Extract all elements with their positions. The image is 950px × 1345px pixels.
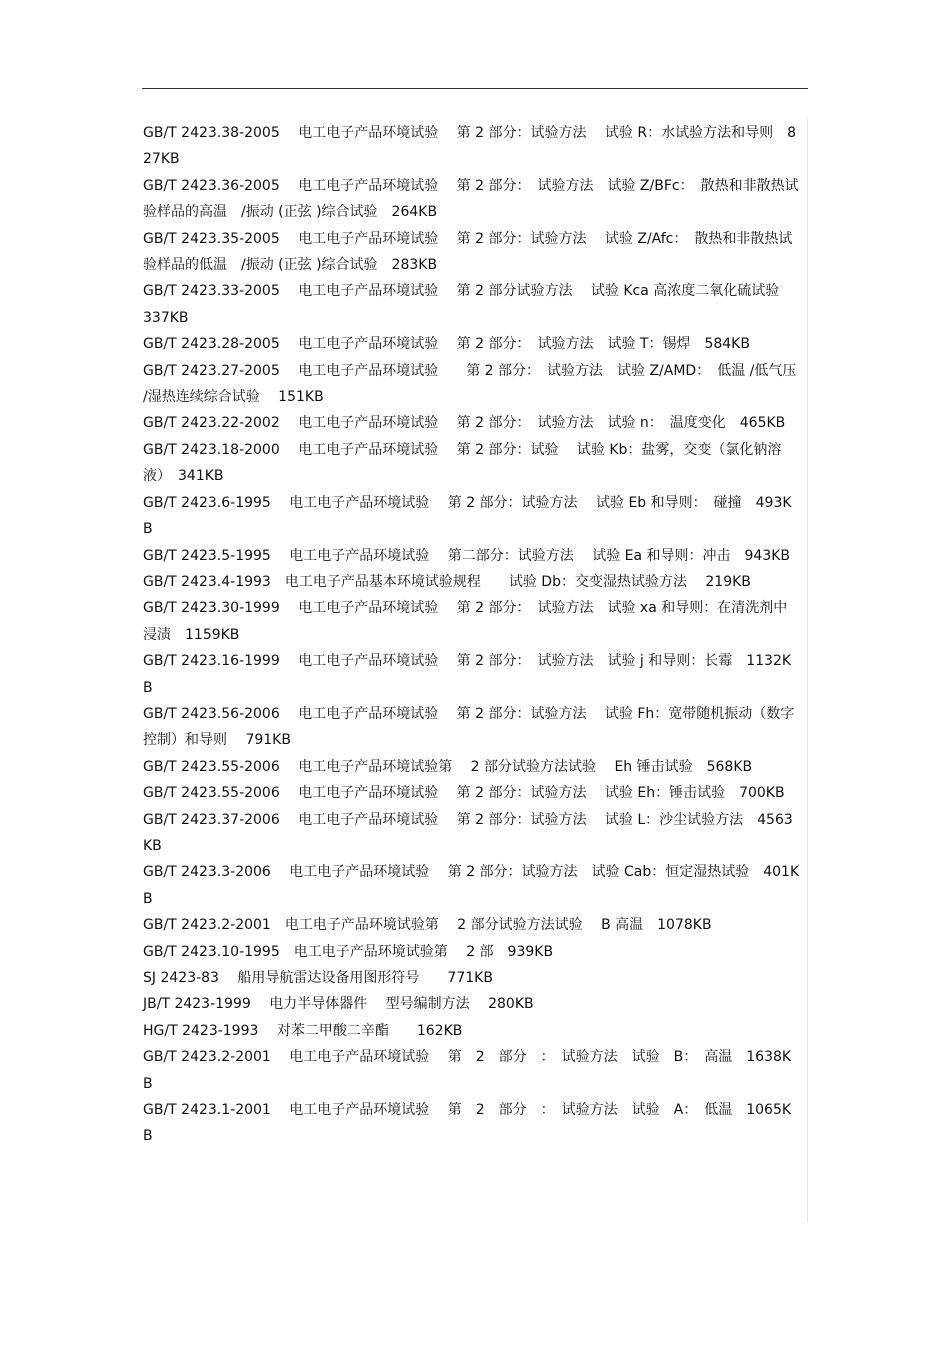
list-item: JB/T 2423-1999 电力半导体器件 型号编制方法 280KB <box>143 996 534 1013</box>
list-item: GB/T 2423.18-2000 电工电子产品环境试验 第 2 部分：试验 试验 Kb：盐雾，交变（氯化钠溶液） 341KB <box>143 441 782 485</box>
list-item: GB/T 2423.36-2005 电工电子产品环境试验 第 2 部分： 试验方法 试验 Z/BFc： 散热和非散热试验样品的高温 /振动 (正弦 )综合试验 264KB <box>143 177 799 221</box>
list-item: GB/T 2423.28-2005 电工电子产品环境试验 第 2 部分： 试验方法 试验 T：锡焊 584KB <box>143 336 750 353</box>
list-item: GB/T 2423.6-1995 电工电子产品环境试验 第 2 部分：试验方法 试验 Eb 和导则： 碰撞 493KB <box>143 494 792 538</box>
list-item: GB/T 2423.35-2005 电工电子产品环境试验 第 2 部分：试验方法 试验 Z/Afc： 散热和非散热试验样品的低温 /振动 (正弦 )综合试验 283KB <box>143 230 793 274</box>
list-item: GB/T 2423.16-1999 电工电子产品环境试验 第 2 部分： 试验方法 试验 j 和导则：长霉 1132KB <box>143 653 792 696</box>
list-item: GB/T 2423.3-2006 电工电子产品环境试验 第 2 部分：试验方法 试验 Cab：恒定湿热试验 401KB <box>143 864 800 907</box>
header-divider <box>142 88 808 89</box>
list-item: GB/T 2423.2-2001 电工电子产品环境试验第 2 部分试验方法试验 B 高温 1078KB <box>143 917 712 934</box>
standards-list <box>143 120 800 1150</box>
list-item: GB/T 2423.5-1995 电工电子产品环境试验 第二部分：试验方法 试验 Ea 和导则：冲击 943KB <box>143 547 791 564</box>
list-item: GB/T 2423.4-1993 电工电子产品基本环境试验规程 试验 Db：交变湿热试验方法 219KB <box>143 573 751 590</box>
list-item: GB/T 2423.22-2002 电工电子产品环境试验 第 2 部分： 试验方法 试验 n： 温度变化 465KB <box>143 415 786 432</box>
list-item: GB/T 2423.30-1999 电工电子产品环境试验 第 2 部分： 试验方法 试验 xa 和导则：在清洗剂中浸渍 1159KB <box>143 600 788 643</box>
list-item: GB/T 2423.2-2001 电工电子产品环境试验 第 2 部分 ： 试验方法 试验 B： 高温 1638KB <box>143 1049 792 1092</box>
list-item: GB/T 2423.1-2001 电工电子产品环境试验 第 2 部分 ： 试验方法 试验 A： 低温 1065KB <box>143 1102 792 1145</box>
list-item: GB/T 2423.27-2005 电工电子产品环境试验 第 2 部分： 试验方法 试验 Z/AMD： 低温 /低气压 /湿热连续综合试验 151KB <box>143 362 801 406</box>
list-item: GB/T 2423.10-1995 电工电子产品环境试验第 2 部 939KB <box>143 943 554 960</box>
list-item: HG/T 2423-1993 对苯二甲酸二辛酯 162KB <box>143 1022 463 1039</box>
list-item: GB/T 2423.55-2006 电工电子产品环境试验第 2 部分试验方法试验 Eh 锤击试验 568KB <box>143 758 753 775</box>
list-item: GB/T 2423.38-2005 电工电子产品环境试验 第 2 部分：试验方法 试验 R：水试验方法和导则 827KB <box>143 125 796 168</box>
list-item: GB/T 2423.33-2005 电工电子产品环境试验 第 2 部分试验方法 试验 Kca 高浓度二氧化硫试验 337KB <box>143 283 794 326</box>
list-item: SJ 2423-83 船用导航雷达设备用图形符号 771KB <box>143 970 493 986</box>
list-item: GB/T 2423.56-2006 电工电子产品环境试验 第 2 部分：试验方法 试验 Fh：宽带随机振动（数字控制）和导则 791KB <box>143 705 795 749</box>
list-item: GB/T 2423.55-2006 电工电子产品环境试验 第 2 部分：试验方法 试验 Eh：锤击试验 700KB <box>143 785 785 802</box>
list-item: GB/T 2423.37-2006 电工电子产品环境试验 第 2 部分：试验方法 试验 L：沙尘试验方法 4563KB <box>143 811 793 854</box>
right-margin-line <box>807 118 808 1222</box>
